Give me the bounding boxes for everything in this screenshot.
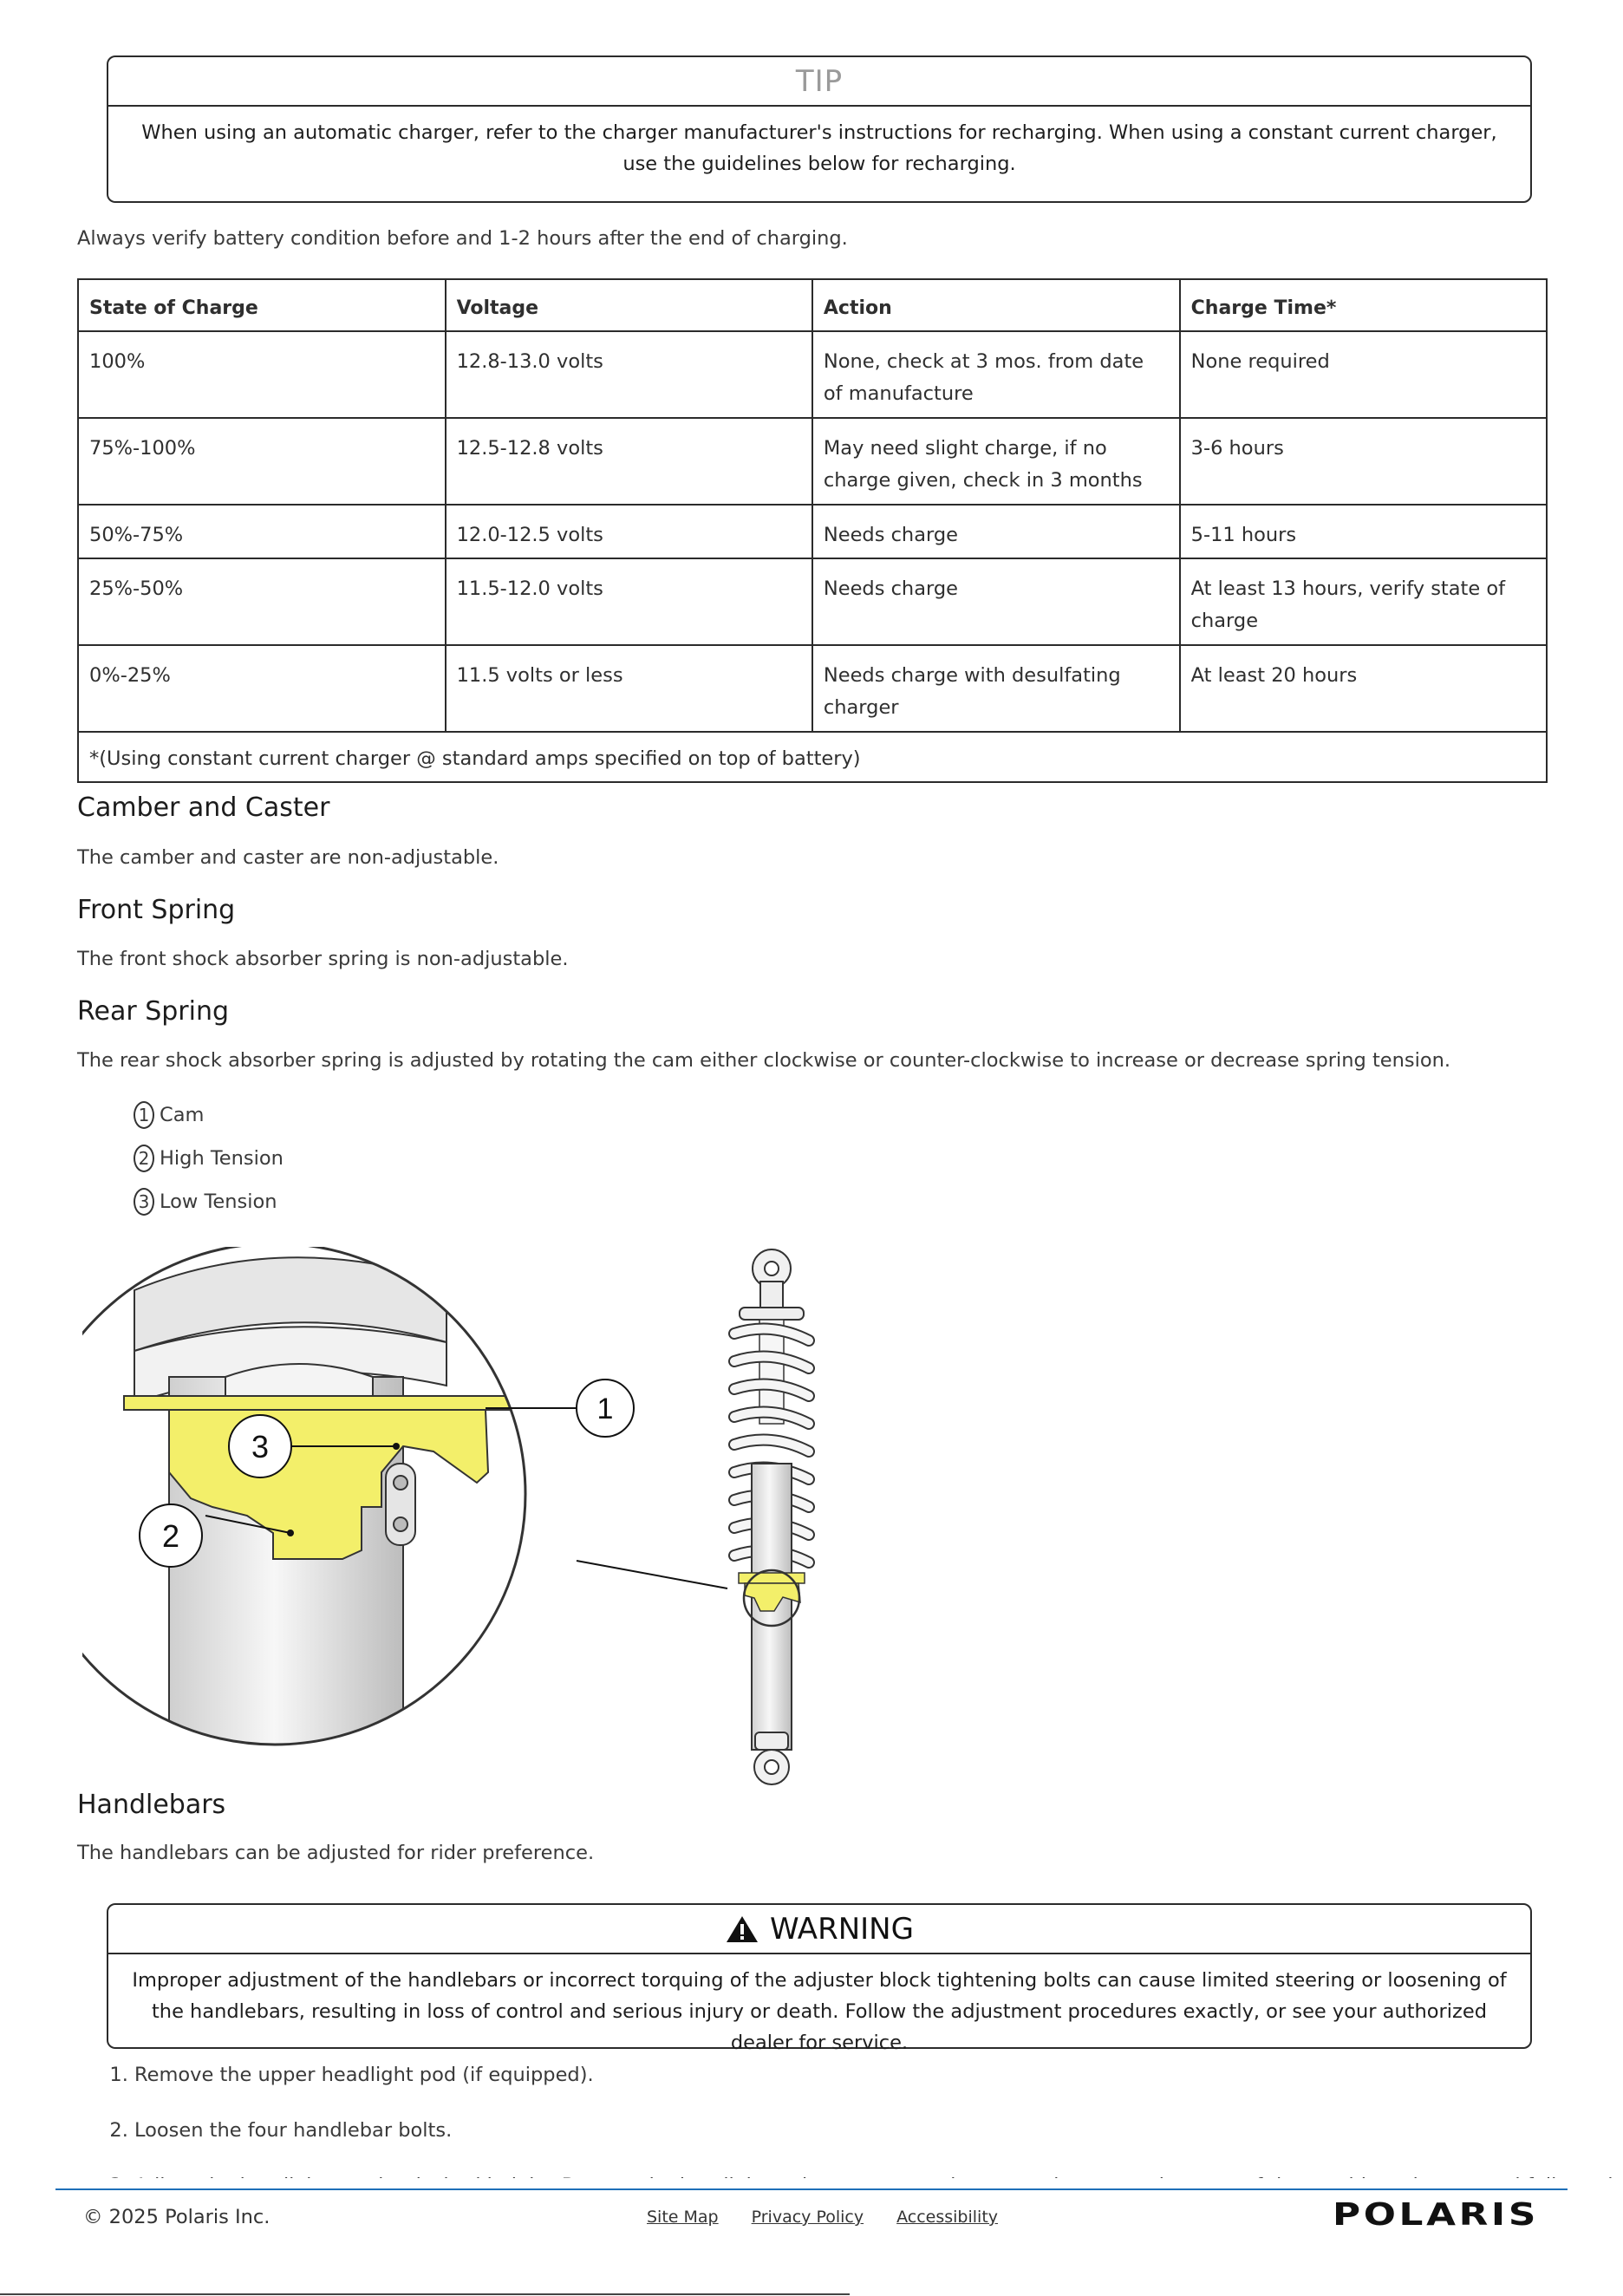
table-cell: Needs charge [812,505,1180,558]
legend-label: Cam [160,1104,205,1126]
privacy-policy-link[interactable]: Privacy Policy [751,2208,864,2227]
svg-text:POLARIS: POLARIS [1333,2199,1539,2228]
legend-item-cam [134,1101,204,1129]
handlebars-text: The handlebars can be adjusted for rider preference. [77,1842,595,1864]
tip-title: TIP [108,57,1530,107]
svg-text:3: 3 [251,1429,270,1464]
table-header: Voltage [446,279,812,331]
legend-item-low-tension [134,1188,277,1216]
table-row [78,418,1547,505]
table-cell: 11.5 volts or less [446,645,812,732]
tip-callout [107,55,1532,203]
verify-text: Always verify battery condition before and 1-2 hours after the end of charging. [77,227,848,250]
legend-label: Low Tension [160,1190,277,1213]
handlebars-heading: Handlebars [77,1790,226,1820]
legend-number: 1 [134,1101,154,1129]
accessibility-link[interactable]: Accessibility [896,2208,999,2227]
svg-text:2: 2 [161,1518,180,1554]
table-header: Charge Time* [1180,279,1547,331]
table-cell: Needs charge [812,558,1180,645]
charge-table [77,278,1548,783]
svg-text:1: 1 [596,1393,614,1425]
table-header: Action [812,279,1180,331]
warning-title: WARNING [770,1911,914,1947]
table-row [78,558,1547,645]
legend-item-high-tension [134,1145,284,1172]
site-map-link[interactable]: Site Map [647,2208,719,2227]
copyright-text: © 2025 Polaris Inc. [83,2206,270,2228]
table-row [78,505,1547,558]
list-item: 1. Remove the upper headlight pod (if equipped). [134,2059,1608,2115]
bottom-rule [0,2293,850,2295]
warning-callout [107,1903,1532,2054]
table-cell: At least 20 hours [1180,645,1547,732]
table-cell: 50%-75% [78,505,446,558]
polaris-logo [1333,2199,1541,2228]
page-footer [0,2190,1623,2242]
table-cell: 5-11 hours [1180,505,1547,558]
table-cell: 11.5-12.0 volts [446,558,812,645]
table-cell: 75%-100% [78,418,446,505]
table-row [78,645,1547,732]
legend-number: 3 [134,1188,154,1216]
warning-text: Improper adjustment of the handlebars or incorrect torquing of the adjuster block tightening bolts can cause limited steering or loosening of the handlebars, resulting in loss of control and serious injury or death. Follow the adjustment procedures exactly, or see your authorized dealer for service. [132,1969,1507,2054]
table-cell: None required [1180,331,1547,418]
table-cell: 12.0-12.5 volts [446,505,812,558]
camber-heading: Camber and Caster [77,793,330,823]
warning-header [108,1905,1530,1954]
table-note: *(Using constant current charger @ standard amps specified on top of battery) [78,732,1547,782]
footer-links [647,2208,998,2227]
rear-shock-illustration [82,1247,863,1793]
camber-text: The camber and caster are non-adjustable. [77,846,499,869]
table-cell: At least 13 hours, verify state of charge [1180,558,1547,645]
table-cell: 3-6 hours [1180,418,1547,505]
warning-triangle-icon [725,1914,759,1944]
table-note-row [78,732,1547,782]
table-cell: 100% [78,331,446,418]
table-cell: None, check at 3 mos. from date of manufacture [812,331,1180,418]
front-spring-heading: Front Spring [77,895,236,925]
tip-text: When using an automatic charger, refer to the charger manufacturer's instructions for recharging. When using a constant current charger, use the guidelines below for recharging. [141,121,1497,175]
table-cell: Needs charge with desulfating charger [812,645,1180,732]
table-cell: 12.8-13.0 volts [446,331,812,418]
shock-absorber [734,1249,809,1784]
table-cell: May need slight charge, if no charge given, check in 3 months [812,418,1180,505]
rear-spring-heading: Rear Spring [77,996,230,1027]
legend-label: High Tension [160,1147,284,1170]
table-row [78,331,1547,418]
rear-spring-text: The rear shock absorber spring is adjusted by rotating the cam either clockwise or counter-clockwise to increase or decrease spring tension. [77,1049,1451,1072]
table-header-row [78,279,1547,331]
legend-number: 2 [134,1145,154,1172]
table-cell: 12.5-12.8 volts [446,418,812,505]
table-header: State of Charge [78,279,446,331]
table-cell: 0%-25% [78,645,446,732]
front-spring-text: The front shock absorber spring is non-adjustable. [77,948,569,970]
table-cell: 25%-50% [78,558,446,645]
list-item: 2. Loosen the four handlebar bolts. [134,2115,1608,2170]
